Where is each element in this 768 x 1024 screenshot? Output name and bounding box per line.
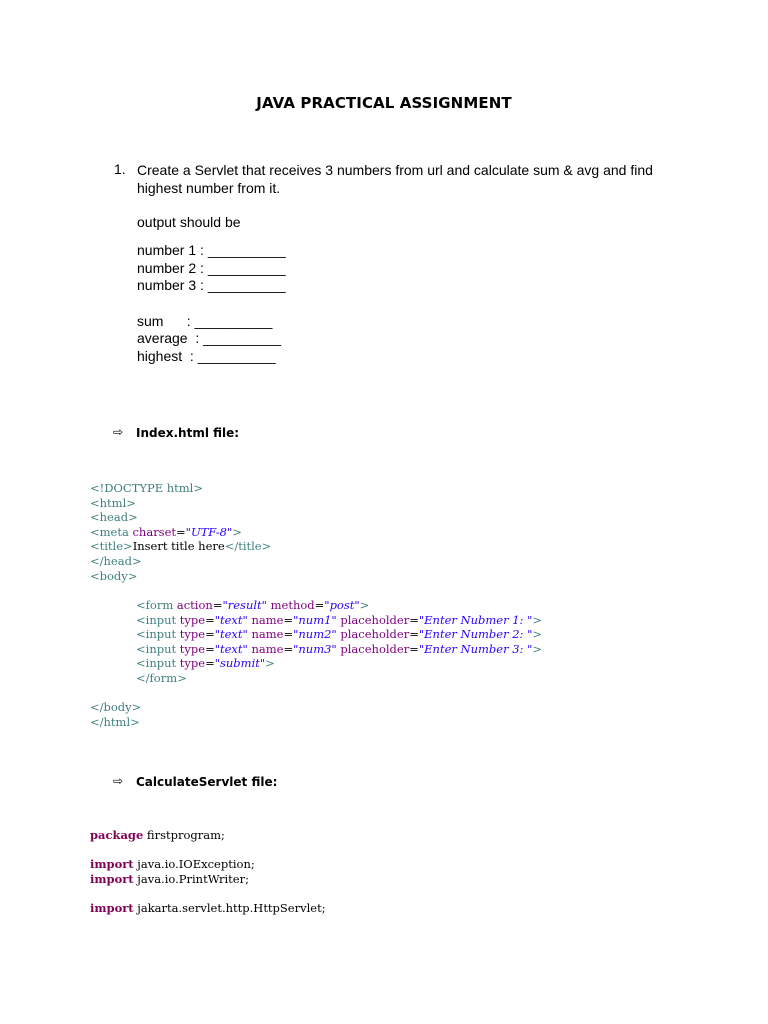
- code-token: >: [232, 524, 242, 539]
- code-token: "num2": [293, 627, 337, 642]
- code-token: >: [359, 598, 370, 612]
- code-line: <html>: [90, 495, 136, 510]
- code-token: <input: [136, 641, 180, 656]
- code-token: type: [179, 627, 206, 642]
- code-token: =: [409, 641, 419, 656]
- html-code-block: [90, 481, 271, 583]
- output-line-number1: number 1 : __________: [137, 242, 286, 258]
- code-token: =: [205, 627, 215, 642]
- output-line-number2: number 2 : __________: [137, 260, 286, 276]
- code-token: name: [251, 612, 284, 627]
- code-token: "text": [214, 612, 248, 627]
- code-token: =: [409, 627, 419, 642]
- code-token: =: [205, 641, 215, 656]
- code-token: =: [205, 656, 215, 671]
- code-token: "num3": [293, 641, 337, 656]
- code-token: >: [532, 627, 543, 642]
- code-token: firstprogram;: [143, 828, 225, 842]
- code-token: "post": [324, 598, 360, 612]
- code-token: </form>: [136, 670, 187, 685]
- code-token: "text": [214, 627, 248, 642]
- code-token: <form: [136, 598, 177, 612]
- output-line-highest: highest : __________: [137, 348, 276, 364]
- output-line-number3: number 3 : __________: [137, 277, 286, 293]
- question-number: 1.: [114, 161, 126, 177]
- question-text: Create a Servlet that receives 3 numbers from url and calculate sum & avg and find highest number from it.: [137, 162, 653, 196]
- code-token: "UTF-8": [185, 524, 233, 539]
- html-form-code-block: [136, 598, 542, 686]
- code-token: java.io.IOException;: [133, 857, 255, 872]
- code-token: <input: [136, 612, 180, 627]
- output-line-sum: sum : __________: [137, 313, 273, 329]
- code-token: =: [314, 598, 325, 612]
- code-token: import: [90, 900, 134, 915]
- section-heading-calculate-servlet: CalculateServlet file:: [136, 775, 278, 789]
- code-token: "result": [222, 598, 267, 612]
- code-line: <!DOCTYPE html>: [90, 481, 204, 495]
- arrow-icon: ⇨: [113, 425, 124, 439]
- code-token: java.io.PrintWriter;: [133, 871, 249, 886]
- code-token: placeholder: [340, 641, 410, 656]
- code-token: >: [532, 612, 543, 627]
- code-token: charset: [132, 524, 177, 539]
- code-token: placeholder: [340, 612, 410, 627]
- code-token: name: [251, 627, 284, 642]
- code-token: type: [179, 656, 206, 671]
- page-title: JAVA PRACTICAL ASSIGNMENT: [256, 94, 512, 112]
- code-token: jakarta.servlet.http.HttpServlet;: [133, 900, 326, 915]
- output-line-average: average : __________: [137, 330, 282, 346]
- code-line: </head>: [90, 553, 142, 568]
- code-token: action: [176, 598, 213, 612]
- code-token: name: [251, 641, 284, 656]
- java-code-block: [90, 828, 326, 916]
- code-token: "num1": [293, 612, 337, 627]
- code-token: =: [283, 627, 294, 642]
- code-token: </title>: [224, 539, 272, 554]
- code-token: "Enter Number 3: ": [418, 641, 533, 656]
- code-token: =: [283, 612, 294, 627]
- code-line: </html>: [90, 714, 140, 729]
- code-token: =: [176, 524, 186, 539]
- code-token: placeholder: [340, 627, 410, 642]
- code-token: import: [90, 871, 134, 886]
- code-token: "Enter Nubmer 1: ": [418, 612, 533, 627]
- code-token: type: [179, 612, 206, 627]
- code-token: Insert title here: [132, 539, 225, 554]
- code-token: <title>: [90, 539, 133, 554]
- code-token: <input: [136, 627, 180, 642]
- section-heading-index-html: Index.html file:: [136, 426, 240, 440]
- arrow-icon: ⇨: [113, 774, 124, 788]
- code-token: type: [179, 641, 206, 656]
- code-token: "text": [214, 641, 248, 656]
- html-closing-code-block: [90, 700, 141, 729]
- code-token: "submit": [214, 656, 266, 671]
- code-token: "Enter Number 2: ": [418, 627, 533, 642]
- code-token: <input: [136, 656, 180, 671]
- code-token: =: [212, 598, 223, 612]
- code-line: <head>: [90, 510, 138, 525]
- code-token: method: [270, 598, 315, 612]
- code-line: </body>: [90, 700, 142, 714]
- code-token: =: [283, 641, 294, 656]
- code-token: <meta: [90, 524, 133, 539]
- code-token: >: [265, 656, 275, 671]
- code-token: =: [205, 612, 215, 627]
- code-line: <body>: [90, 568, 138, 583]
- code-token: package: [90, 828, 144, 842]
- code-token: =: [409, 612, 419, 627]
- code-token: import: [90, 857, 134, 872]
- output-label: output should be: [137, 214, 241, 230]
- code-token: >: [532, 641, 543, 656]
